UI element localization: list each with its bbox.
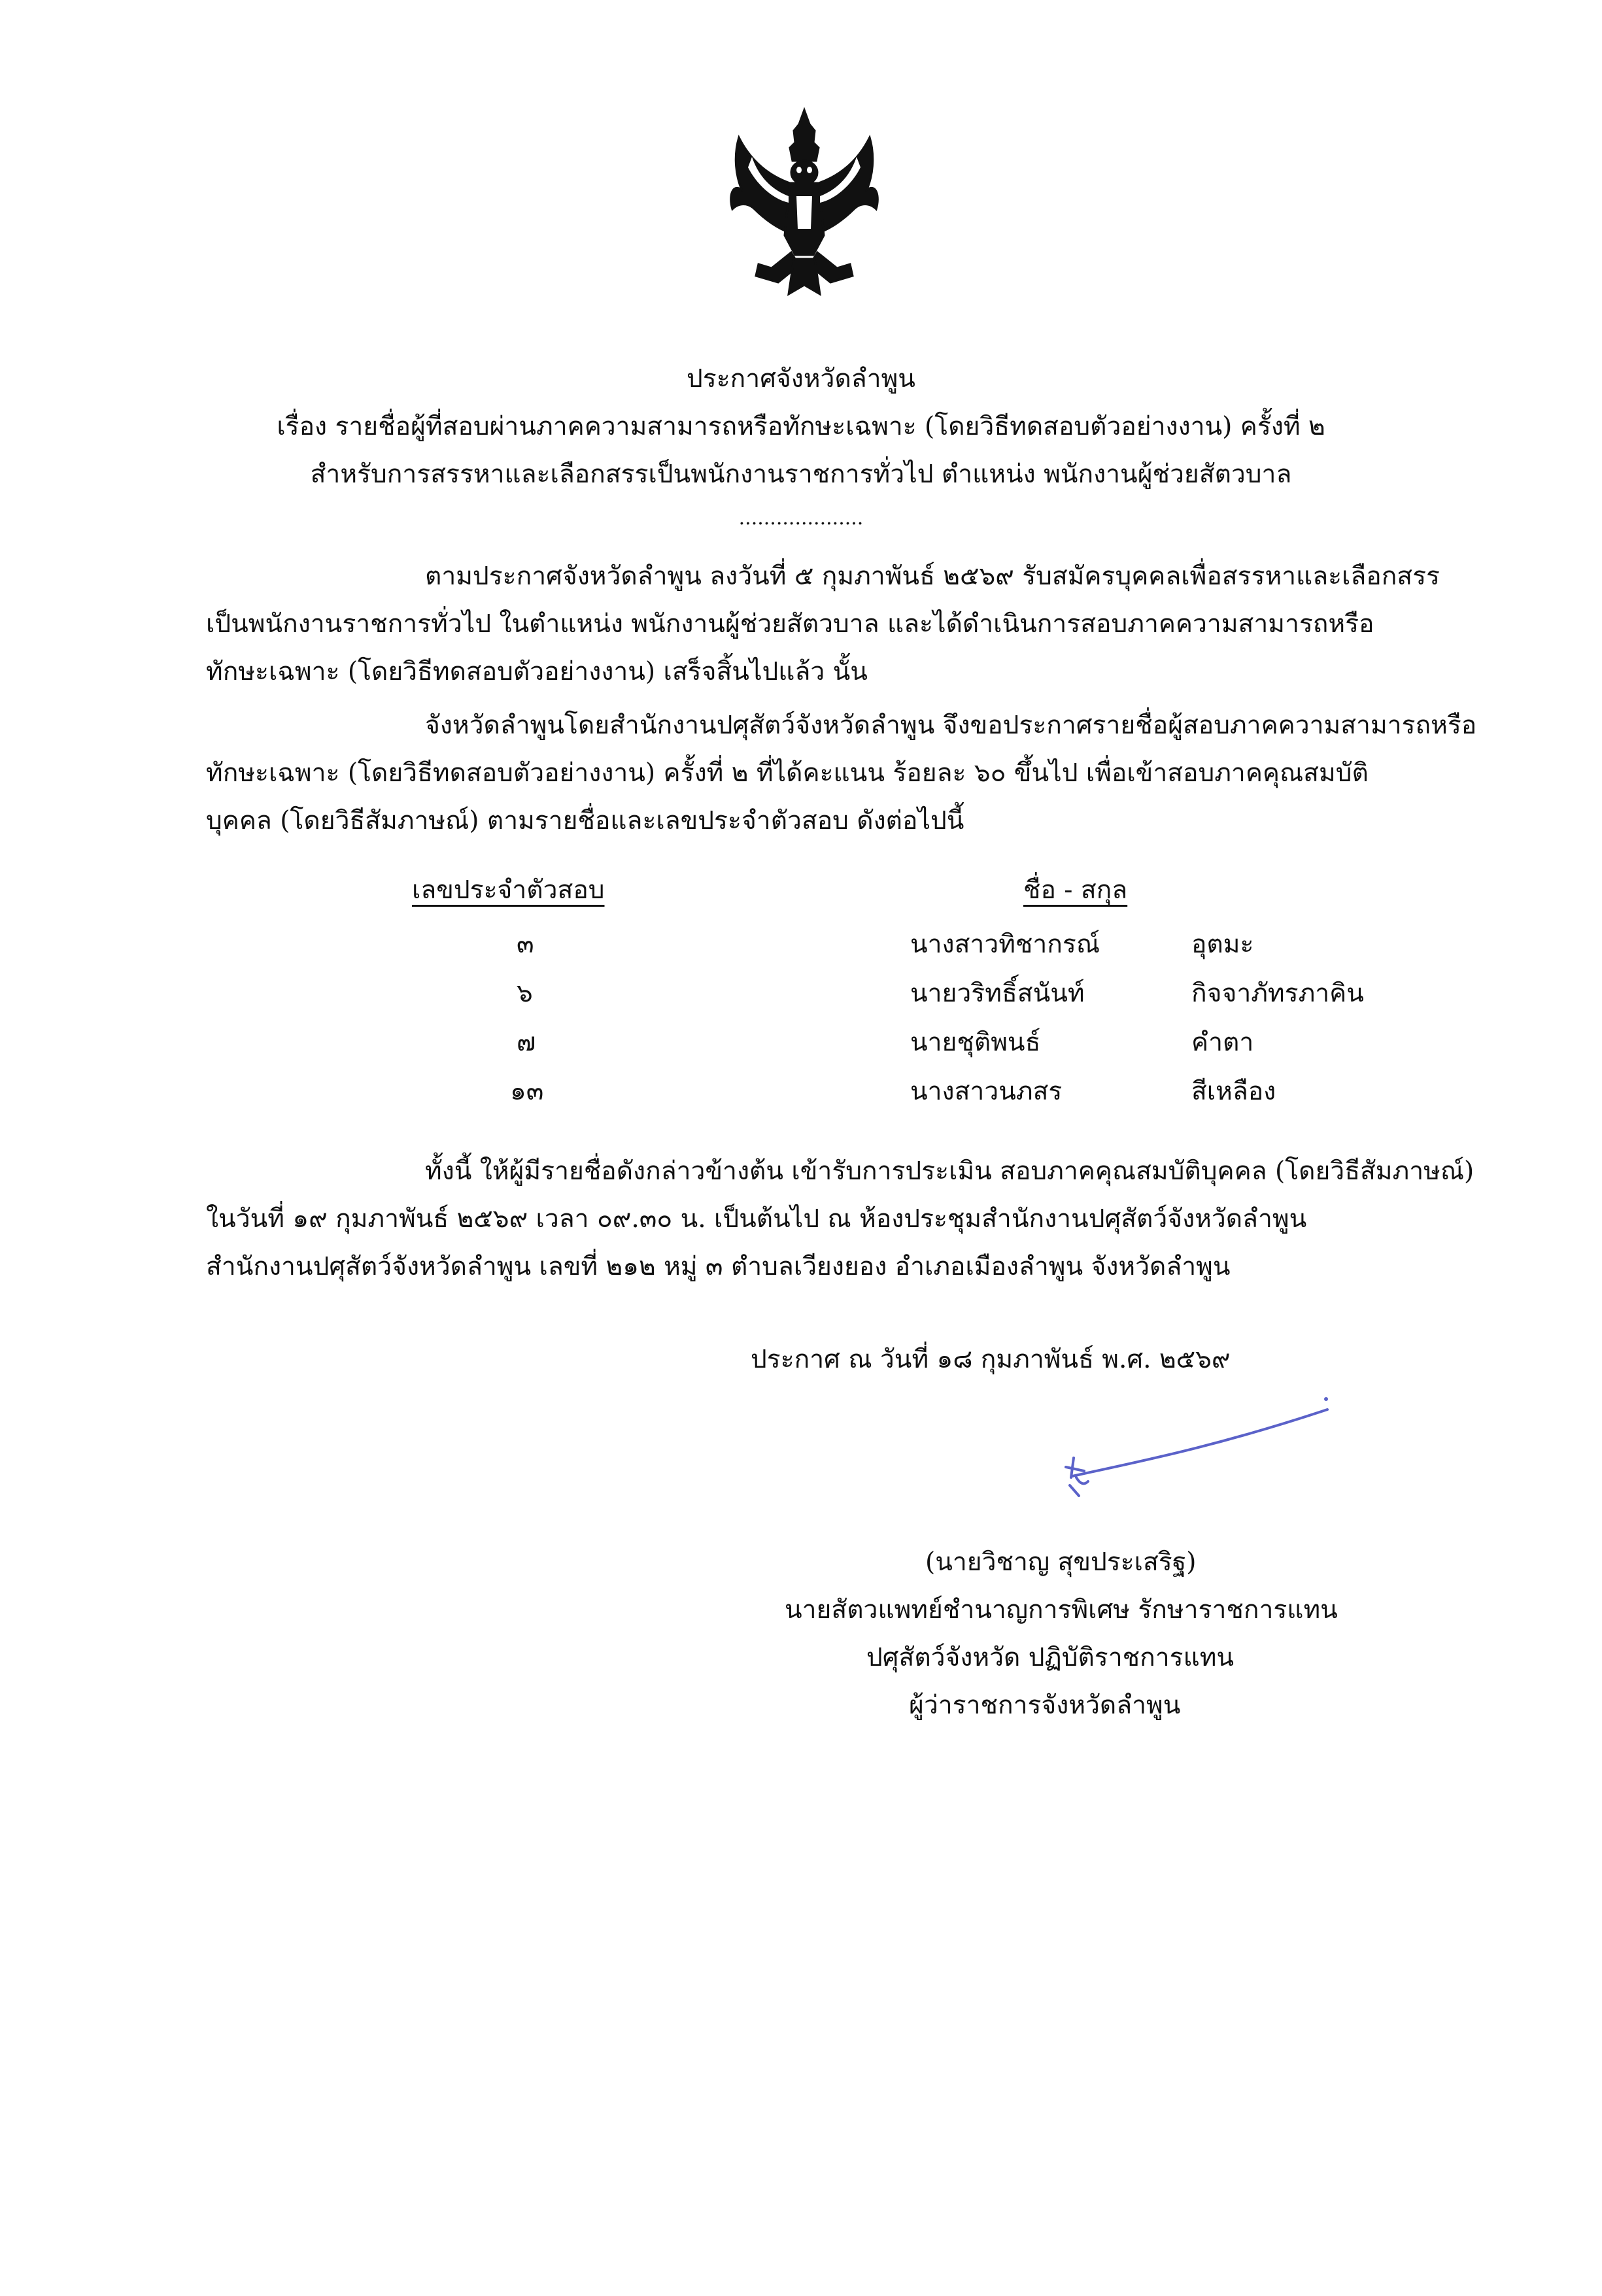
paragraph-2-line-1: จังหวัดลำพูนโดยสำนักงานปศุสัตว์จังหวัดลำพูน จึงขอประกาศรายชื่อผู้สอบภาคความสามารถหรือ (425, 711, 1477, 740)
column-header-exam-id: เลขประจำตัวสอบ (412, 875, 605, 905)
signer-title-1: นายสัตวแพทย์ชำนาญการพิเศษ รักษาราชการแทน (785, 1595, 1338, 1625)
signature-icon (1046, 1386, 1334, 1517)
paragraph-3-line-2: ในวันที่ ๑๙ กุมภาพันธ์ ๒๕๖๙ เวลา ๐๙.๓๐ น. เป็นต้นไป ณ ห้องประชุมสำนักงานปศุสัตว์จังหวัดลำพูน (206, 1204, 1307, 1234)
paragraph-3-line-1: ทั้งนี้ ให้ผู้มีรายชื่อดังกล่าวข้างต้น เข้ารับการประเมิน สอบภาคคุณสมบัติบุคคล (โดยวิธีสัมภาษณ์) (425, 1156, 1474, 1186)
paragraph-1-line-1: ตามประกาศจังหวัดลำพูน ลงวันที่ ๕ กุมภาพันธ์ ๒๕๖๙ รับสมัครบุคคลเพื่อสรรหาและเลือกสรร (425, 562, 1440, 591)
row-4-exam-id: ๑๓ (510, 1077, 544, 1106)
document-title: ประกาศจังหวัดลำพูน (687, 364, 915, 394)
row-2-last-name: กิจจาภัทรภาคิน (1191, 979, 1364, 1008)
column-header-name: ชื่อ - สกุล (1023, 875, 1128, 905)
row-3-last-name: คำตา (1191, 1028, 1254, 1057)
signer-title-2: ปศุสัตว์จังหวัด ปฏิบัติราชการแทน (866, 1643, 1235, 1672)
row-1-first-name: นางสาวทิชากรณ์ (910, 930, 1100, 959)
paragraph-2-line-2: ทักษะเฉพาะ (โดยวิธีทดสอบตัวอย่างงาน) ครั้งที่ ๒ ที่ได้คะแนน ร้อยละ ๖๐ ขึ้นไป เพื่อเข้าสอบภาคคุณสมบัติ (206, 758, 1369, 788)
row-1-last-name: อุตมะ (1191, 930, 1254, 959)
paragraph-1-line-2: เป็นพนักงานราชการทั่วไป ในตำแหน่ง พนักงานผู้ช่วยสัตวบาล และได้ดำเนินการสอบภาคความสามารถหรือ (206, 609, 1374, 639)
row-2-first-name: นายวริทธิ์สนันท์ (910, 979, 1085, 1008)
title-divider: .................... (738, 507, 864, 530)
paragraph-2-line-3: บุคคล (โดยวิธีสัมภาษณ์) ตามรายชื่อและเลขประจำตัวสอบ ดังต่อไปนี้ (206, 806, 964, 836)
subject-line-2: สำหรับการสรรหาและเลือกสรรเป็นพนักงานราชการทั่วไป ตำแหน่ง พนักงานผู้ช่วยสัตวบาล (310, 460, 1292, 489)
paragraph-3-line-3: สำนักงานปศุสัตว์จังหวัดลำพูน เลขที่ ๒๑๒ หมู่ ๓ ตำบลเวียงยอง อำเภอเมืองลำพูน จังหวัดลำพูน (206, 1252, 1231, 1281)
row-4-last-name: สีเหลือง (1191, 1077, 1276, 1106)
row-1-exam-id: ๓ (517, 930, 534, 959)
signer-name: (นายวิชาญ สุขประเสริฐ) (925, 1547, 1197, 1577)
garuda-emblem-icon (726, 105, 883, 301)
row-4-first-name: นางสาวนภสร (910, 1077, 1063, 1106)
row-2-exam-id: ๖ (517, 979, 533, 1008)
subject-line-1: เรื่อง รายชื่อผู้ที่สอบผ่านภาคความสามารถหรือทักษะเฉพาะ (โดยวิธีทดสอบตัวอย่างงาน) ครั้งที่ ๒ (277, 412, 1325, 441)
row-3-first-name: นายชุติพนธ์ (910, 1028, 1041, 1057)
announcement-date: ประกาศ ณ วันที่ ๑๘ กุมภาพันธ์ พ.ศ. ๒๕๖๙ (751, 1345, 1231, 1374)
signer-title-3: ผู้ว่าราชการจังหวัดลำพูน (909, 1691, 1181, 1720)
row-3-exam-id: ๗ (517, 1028, 536, 1057)
paragraph-1-line-3: ทักษะเฉพาะ (โดยวิธีทดสอบตัวอย่างงาน) เสร็จสิ้นไปแล้ว นั้น (206, 657, 868, 686)
